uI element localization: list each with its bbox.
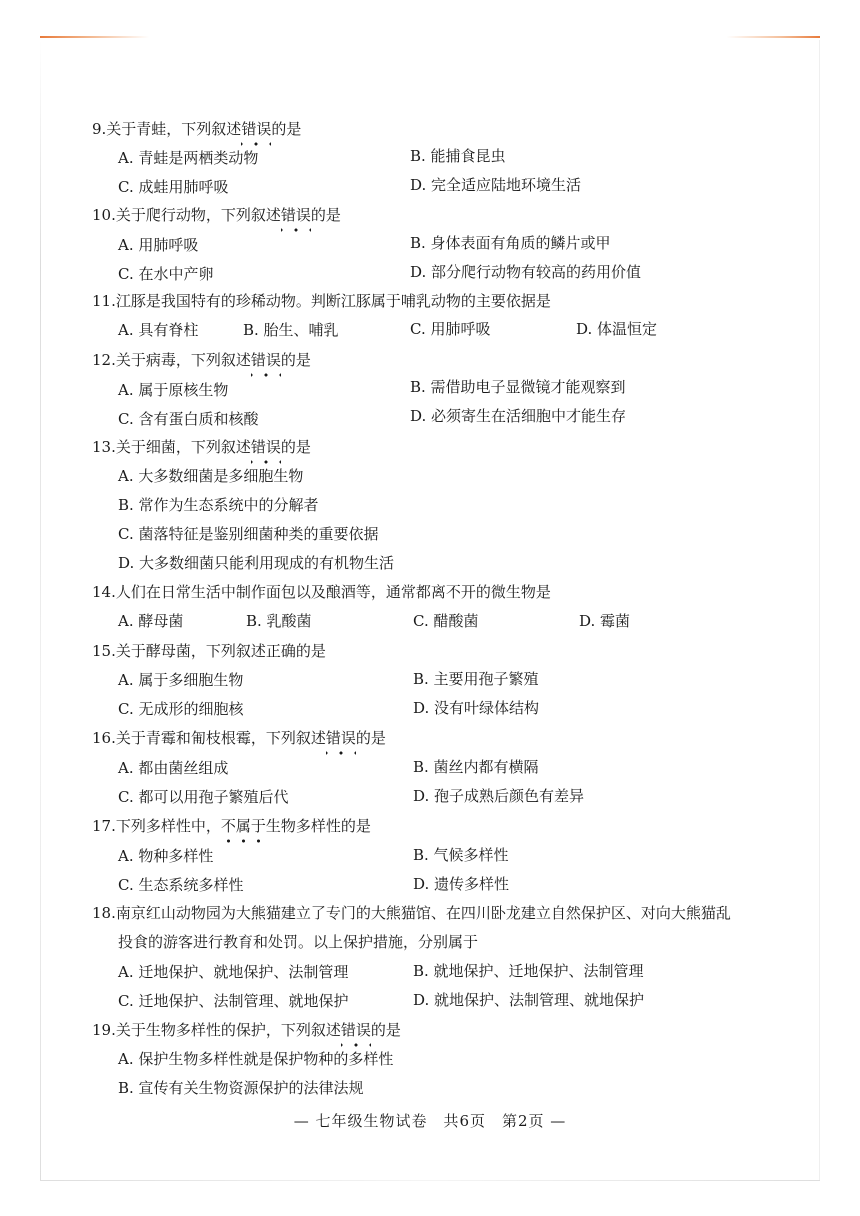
option-11b: B. 胎生、哺乳 [243,321,339,339]
question-14-stem: 14.人们在日常生活中制作面包以及酿酒等，通常都离不开的微生物是 [92,583,551,601]
page-footer: — 七年级生物试卷 共6页 第2页 — [293,1112,567,1130]
question-10-stem: 10.关于爬行动物，下列叙述错误 的是 [92,205,341,225]
scan-edge-right [819,40,820,1180]
option-17b: B. 气候多样性 [413,846,509,864]
option-11d: D. 体温恒定 [576,320,658,338]
question-19-stem: 19.关于生物多样性的保护，下列叙述错误 的是 [92,1020,401,1040]
emphasis-mark: 不属于 [221,816,266,836]
option-10a: A. 用肺呼吸 [118,236,199,254]
option-18d: D. 就地保护、法制管理、就地保护 [413,991,645,1009]
option-9a: A. 青蛙是两栖类动物 [118,149,259,167]
question-17-stem: 17.下列多样性中，不属于 生物多样性的是 [92,816,371,836]
option-18c: C. 迁地保护、法制管理、就地保护 [118,992,349,1010]
option-9c: C. 成蛙用肺呼吸 [118,178,229,196]
option-12b: B. 需借助电子显微镜才能观察到 [410,378,626,396]
option-10d: D. 部分爬行动物有较高的药用价值 [410,263,642,281]
option-14b: B. 乳酸菌 [246,612,312,630]
option-9d: D. 完全适应陆地环境生活 [410,176,582,194]
option-12c: C. 含有蛋白质和核酸 [118,410,259,428]
option-18a: A. 迁地保护、就地保护、法制管理 [118,963,349,981]
option-19b: B. 宣传有关生物资源保护的法律法规 [118,1079,364,1097]
option-11c: C. 用肺呼吸 [410,320,491,338]
option-18b: B. 就地保护、迁地保护、法制管理 [413,962,644,980]
question-15-stem: 15.关于酵母菌，下列叙述正确的是 [92,642,326,660]
option-14c: C. 醋酸菌 [413,612,479,630]
option-15a: A. 属于多细胞生物 [118,671,244,689]
question-11-stem: 11.江豚是我国特有的珍稀动物。判断江豚属于哺乳动物的主要依据是 [92,292,551,310]
option-12d: D. 必须寄生在活细胞中才能生存 [410,407,627,425]
option-16c: C. 都可以用孢子繁殖后代 [118,788,289,806]
option-19a: A. 保护生物多样性就是保护物种的多样性 [118,1050,394,1068]
emphasis-mark: 错误 [341,1020,371,1040]
option-13a: A. 大多数细菌是多细胞生物 [118,467,304,485]
question-9-stem: 9.关于青蛙，下列叙述错误 的是 [92,119,301,139]
scan-edge-left [40,40,41,1180]
option-16a: A. 都由菌丝组成 [118,759,229,777]
option-13b: B. 常作为生态系统中的分解者 [118,496,319,514]
option-17a: A. 物种多样性 [118,847,214,865]
question-16-stem: 16.关于青霉和匍枝根霉，下列叙述错误 的是 [92,728,386,748]
option-17c: C. 生态系统多样性 [118,876,244,894]
question-12-stem: 12.关于病毒，下列叙述错误 的是 [92,350,311,370]
option-14d: D. 霉菌 [579,612,631,630]
scan-edge-top [40,36,820,38]
question-13-stem: 13.关于细菌，下列叙述错误 的是 [92,437,311,457]
option-17d: D. 遗传多样性 [413,875,510,893]
emphasis-mark: 错误 [251,437,281,457]
option-16b: B. 菌丝内都有横隔 [413,758,539,776]
option-15d: D. 没有叶绿体结构 [413,699,540,717]
option-13d: D. 大多数细菌只能利用现成的有机物生活 [118,554,395,572]
option-14a: A. 酵母菌 [118,612,184,630]
option-16d: D. 孢子成熟后颜色有差异 [413,787,585,805]
scan-edge-bottom [40,1180,820,1181]
emphasis-mark: 错误 [281,205,311,225]
option-10c: C. 在水中产卵 [118,265,214,283]
question-18-stem: 18.南京红山动物园为大熊猫建立了专门的大熊猫馆、在四川卧龙建立自然保护区、对向大熊猫乱 [92,904,731,922]
option-9b: B. 能捕食昆虫 [410,147,506,165]
option-15b: B. 主要用孢子繁殖 [413,670,539,688]
option-15c: C. 无成形的细胞核 [118,700,244,718]
option-11a: A. 具有脊柱 [118,321,199,339]
emphasis-mark: 错误 [251,350,281,370]
emphasis-mark: 错误 [241,119,271,139]
emphasis-mark: 错误 [326,728,356,748]
option-10b: B. 身体表面有角质的鳞片或甲 [410,234,611,252]
option-13c: C. 菌落特征是鉴别细菌种类的重要依据 [118,525,379,543]
option-12a: A. 属于原核生物 [118,381,229,399]
question-18-stem-continued: 投食的游客进行教育和处罚。以上保护措施，分别属于 [118,933,479,951]
